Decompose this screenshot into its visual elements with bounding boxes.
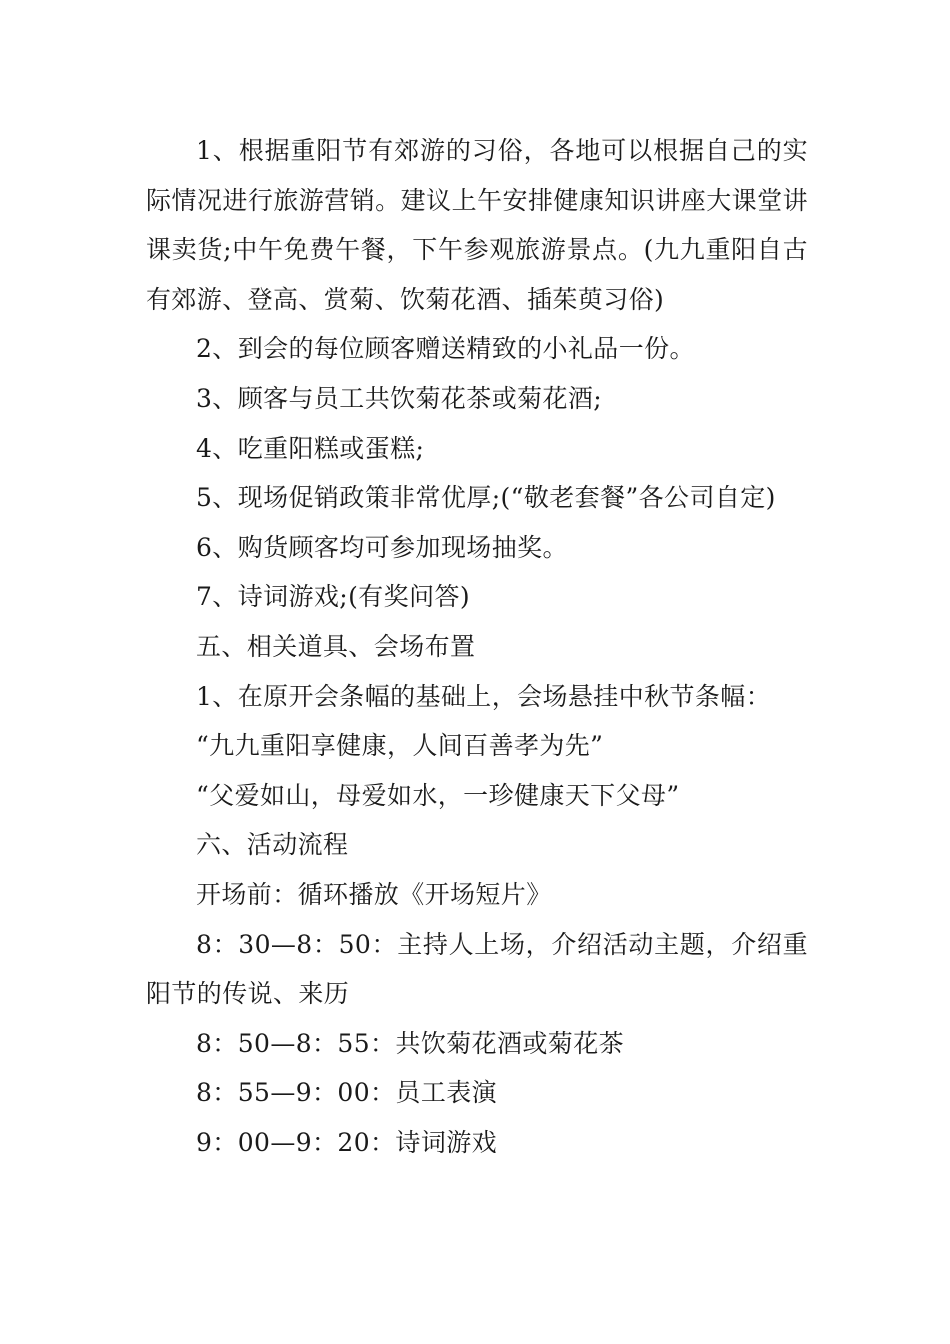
paragraph-promotion: 5、现场促销政策非常优厚;(“敬老套餐”各公司自定): [196, 483, 776, 513]
paragraph-suburban-tour: 1、根据重阳节有郊游的习俗，各地可以根据自己的实际情况进行旅游营销。建议上午安排健康知识讲座大课堂讲课卖货;中午免费午餐，下午参观旅游景点。(九九重阳自古有郊游、登高、赏菊、饮菊花酒、插茱萸习俗): [146, 136, 808, 314]
schedule-item-poetry: 9：00—9：20：诗词游戏: [196, 1127, 498, 1157]
paragraph-banner: 1、在原开会条幅的基础上，会场悬挂中秋节条幅：: [196, 681, 772, 711]
banner-slogan-1: “九九重阳享健康，人间百善孝为先”: [196, 731, 604, 761]
schedule-item-performance: 8：55—9：00：员工表演: [196, 1078, 498, 1108]
section-heading-flow: 六、活动流程: [196, 830, 349, 860]
document-body: [146, 126, 808, 1167]
schedule-pre-show: 开场前：循环播放《开场短片》: [196, 879, 552, 909]
paragraph-poetry-game: 7、诗词游戏;(有奖问答): [196, 582, 471, 612]
schedule-item-drink: 8：50—8：55：共饮菊花酒或菊花茶: [196, 1028, 625, 1058]
section-heading-props: 五、相关道具、会场布置: [196, 631, 476, 661]
banner-slogan-2: “父爱如山，母爱如水，一珍健康天下父母”: [196, 780, 680, 810]
paragraph-tea: 3、顾客与员工共饮菊花茶或菊花酒;: [196, 383, 603, 413]
schedule-item-host: 8：30—8：50：主持人上场，介绍活动主题，介绍重阳节的传说、来历: [146, 929, 808, 1009]
paragraph-cake: 4、吃重阳糕或蛋糕;: [196, 433, 425, 463]
paragraph-lottery: 6、购货顾客均可参加现场抽奖。: [196, 532, 568, 562]
paragraph-gift: 2、到会的每位顾客赠送精致的小礼品一份。: [196, 334, 695, 364]
